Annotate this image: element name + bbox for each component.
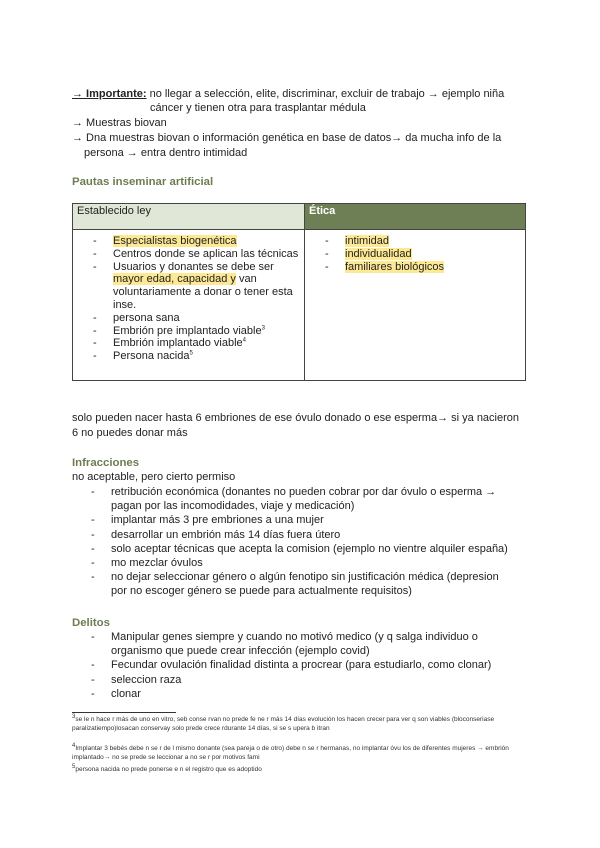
footnote-ref: 5 bbox=[189, 350, 193, 357]
important-text: no llegar a selección, elite, discriminar, excluir de trabajo → ejemplo niña bbox=[146, 88, 505, 100]
footnote-5: $^5$persona nacida no prede ponerse e n el registro que es adoptido bbox=[72, 763, 262, 773]
list-item: - implantar más 3 pre embriones a una mujer bbox=[72, 513, 516, 527]
important-label: → Importante: bbox=[72, 88, 147, 100]
list-item: - individualidad bbox=[305, 248, 525, 261]
list-item: - Persona nacida$^5$ bbox=[73, 350, 304, 363]
footnote-3: $^3$se le n hace r más de uno en vitro, seb conse rvan no prede fe ne r más 14 días evolución los hacen crecer para ver q son viables (bloconseriase paralizatiempo)losacan conservay solo prede crece rdurante 14 días, si se s upera b itran bbox=[72, 713, 495, 732]
dna-continuation: persona → entra dentro intimidad bbox=[84, 147, 248, 159]
pautas-table bbox=[72, 203, 526, 381]
col-header-etica: Ética bbox=[305, 204, 526, 230]
infracciones-heading: Infracciones bbox=[72, 457, 140, 469]
footnote-ref: 4 bbox=[242, 337, 246, 344]
footnote-4: $^4$Implantar 3 bebés debe n se r de l mismo donante (sea pareja o de otro) debe n se r hermanas, no implantar óvu los de diferentes mujeres → embrión implantado→ no se prede se leccionar a no se r por motivos fami bbox=[72, 742, 509, 761]
pautas-heading: Pautas inseminar artificial bbox=[72, 176, 214, 188]
muestras-line: → Muestras biovan bbox=[72, 117, 167, 129]
infracciones-list-wrap bbox=[72, 485, 516, 599]
footnote-separator bbox=[72, 712, 176, 713]
list-item: - retribución económica (donantes no pueden cobrar por dar óvulo o esperma → pagan por las incomodidades, viaje y medicación) bbox=[72, 485, 516, 513]
important-continuation: cáncer y tienen otra para trasplantar médula bbox=[150, 102, 366, 114]
list-item: - mo mezclar óvulos bbox=[72, 556, 516, 570]
list-item: - Fecundar ovulación finalidad distinta a procrear (para estudiarlo, como clonar) bbox=[72, 658, 516, 672]
list-item: - Centros donde se aplican las técnicas bbox=[73, 248, 304, 261]
list-item: - Embrión implantado viable$^4$ bbox=[73, 337, 304, 350]
col-header-ley: Establecido ley bbox=[73, 204, 305, 230]
list-item: - seleccion raza bbox=[72, 673, 516, 687]
list-item: - clonar bbox=[72, 687, 516, 701]
list-item: - Embrión pre implantado viable$^3$ bbox=[73, 325, 304, 338]
list-item: - Especialistas biogenética bbox=[73, 235, 304, 248]
ley-cell bbox=[73, 230, 305, 381]
list-item: - persona sana bbox=[73, 312, 304, 325]
list-item: - Usuarios y donantes se debe ser mayor edad, capacidad y van voluntariamente a donar o tener esta inse. bbox=[73, 261, 304, 312]
delitos-list bbox=[72, 630, 516, 701]
dna-line: → Dna muestras biovan o información genética en base de datos→ da mucha info de la bbox=[72, 132, 502, 144]
important-line bbox=[72, 87, 504, 101]
list-item: - familiares biológicos bbox=[305, 261, 525, 274]
embriones-continuation: 6 no puedes donar más bbox=[72, 427, 188, 439]
list-item: - solo aceptar técnicas que acepta la comision (ejemplo no vientre alquiler españa) bbox=[72, 542, 516, 556]
list-item: - Manipular genes siempre y cuando no motivó medico (y q salga individuo o organismo que puede crear infección (ejemplo covid) bbox=[72, 630, 516, 658]
infracciones-list bbox=[72, 485, 516, 599]
etica-cell bbox=[305, 230, 526, 381]
footnote-ref: 3 bbox=[261, 324, 265, 331]
infracciones-subtitle: no aceptable, pero cierto permiso bbox=[72, 471, 236, 483]
delitos-heading: Delitos bbox=[72, 617, 110, 629]
list-item: - desarrollar un embrión más 14 días fuera útero bbox=[72, 528, 516, 542]
delitos-list-wrap bbox=[72, 630, 516, 701]
list-item: - no dejar seleccionar género o algún fenotipo sin justificación médica (depresion por no escoger género se puede para actualmente requisitos) bbox=[72, 570, 516, 598]
embriones-line: solo pueden nacer hasta 6 embriones de ese óvulo donado o ese esperma→ si ya nacieron bbox=[72, 412, 520, 424]
list-item: - intimidad bbox=[305, 235, 525, 248]
